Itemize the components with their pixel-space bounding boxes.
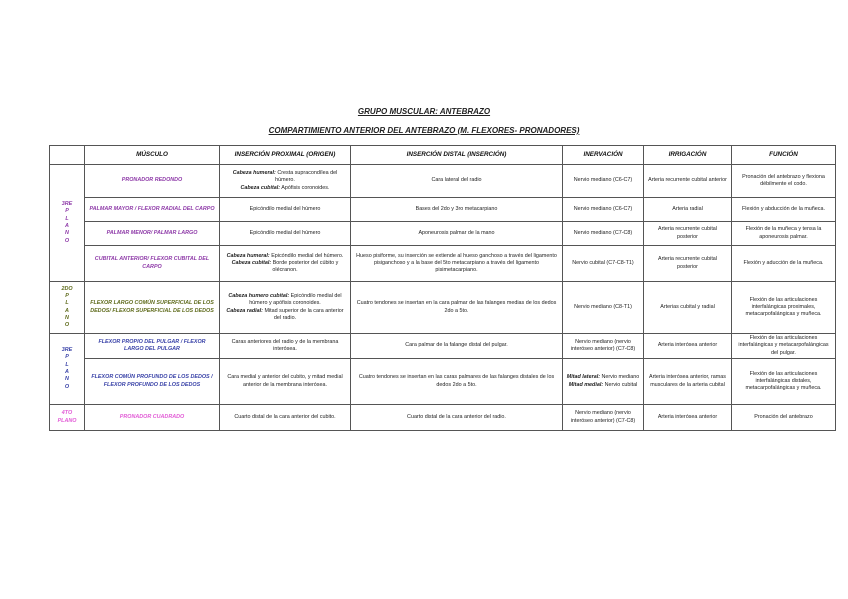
distal-cell: Aponeurosis palmar de la mano: [351, 222, 563, 246]
muscle-name: FLEXOR LARGO COMÚN SUPERFICIAL DE LOS DEDOS/ FLEXOR SUPERFICIAL DE LOS DEDOS: [85, 282, 220, 334]
muscle-name: CUBITAL ANTERIOR/ FLEXOR CUBITAL DEL CARPO: [85, 246, 220, 282]
proximal-text: Cresta supracondílea del húmero.: [275, 170, 338, 184]
plane-text: 3RE: [61, 201, 73, 208]
plane-text: P: [65, 354, 69, 361]
plane-text: 2DO: [61, 285, 73, 292]
plane-text: L: [65, 215, 69, 222]
table-header-row: [50, 146, 836, 165]
plane-text: L: [65, 300, 69, 307]
innervation-cell: Nervio mediano (C8-T1): [563, 282, 644, 334]
header-plane: [50, 146, 85, 165]
function-cell: Pronación del antebrazo: [732, 405, 836, 431]
innervation-cell: Nervio mediano (nervio interóseo anterior) (C7-C8): [563, 334, 644, 359]
innervation-label: Mitad lateral:: [566, 374, 600, 381]
function-cell: Flexión y abducción de la muñeca.: [732, 198, 836, 222]
distal-cell: Cuatro tendones se insertan en la cara palmar de las falanges medias de los dedos 2do a 5to.: [351, 282, 563, 334]
plane-text: L: [65, 361, 69, 368]
header-distal: INSERCIÓN DISTAL (INSERCIÓN): [351, 146, 563, 165]
muscle-name: PRONADOR CUADRADO: [85, 405, 220, 431]
proximal-label: Cabeza radial:: [226, 307, 263, 314]
plane-text: 3RE: [61, 347, 73, 354]
proximal-text: Borde posterior del cúbito y olécranon.: [271, 259, 339, 274]
table-row: [50, 198, 836, 222]
innervation-cell: [563, 359, 644, 405]
distal-cell: Cuatro tendones se insertan en las caras palmares de las falanges distales de los dedos 2do a 5to.: [351, 359, 563, 405]
function-cell: Flexión de las articulaciones interfalángicas distales, metacarpofalángicas y muñeca.: [732, 359, 836, 405]
plane-text: N: [65, 314, 69, 321]
muscle-name: FLEXOR COMÚN PROFUNDO DE LOS DEDOS / FLEXOR PROFUNDO DE LOS DEDOS: [85, 359, 220, 405]
plane-label-2: [50, 282, 85, 334]
plane-text: N: [65, 230, 69, 237]
header-innervation: INERVACIÓN: [563, 146, 644, 165]
plane-text: O: [64, 383, 70, 390]
table-row: [50, 359, 836, 405]
header-muscle: MÚSCULO: [85, 146, 220, 165]
irrigation-cell: Arterias cubital y radial: [644, 282, 732, 334]
table-row: [50, 222, 836, 246]
innervation-text: Nervio mediano: [599, 374, 640, 381]
plane-text: PLANO: [57, 417, 77, 424]
proximal-label: Cabeza humeral:: [232, 170, 276, 177]
irrigation-cell: Arteria radial: [644, 198, 732, 222]
distal-cell: Cara lateral del radio: [351, 165, 563, 198]
innervation-cell: Nervio mediano (C6-C7): [563, 198, 644, 222]
proximal-cell: Caras anteriores del radio y de la membrana interósea.: [220, 334, 351, 359]
function-cell: Pronación del antebrazo y flexiona débilmente el codo.: [732, 165, 836, 198]
plane-label-1: [50, 165, 85, 282]
proximal-label: Cabeza humero cubital:: [228, 292, 290, 299]
proximal-text: Apófisis coronoides.: [280, 184, 330, 191]
irrigation-cell: Arteria interósea anterior: [644, 334, 732, 359]
function-cell: Flexión y aducción de la muñeca.: [732, 246, 836, 282]
document-title: GRUPO MUSCULAR: ANTEBRAZO: [357, 107, 491, 116]
header-function: FUNCIÓN: [732, 146, 836, 165]
function-cell: Flexión de las articulaciones interfalángicas proximales, metacarpofalángicas y muñeca.: [732, 282, 836, 334]
table-row: [50, 405, 836, 431]
muscle-name: PALMAR MENOR/ PALMAR LARGO: [85, 222, 220, 246]
proximal-text: Mitad superior de la cara anterior del radio.: [262, 307, 344, 321]
innervation-cell: Nervio mediano (C7-C8): [563, 222, 644, 246]
document-subtitle: COMPARTIMIENTO ANTERIOR DEL ANTEBRAZO (M. FLEXORES- PRONADORES): [268, 126, 580, 135]
proximal-cell: [220, 165, 351, 198]
plane-text: A: [65, 369, 69, 375]
proximal-cell: Cara medial y anterior del cubito, y mitad medial anterior de la membrana interósea.: [220, 359, 351, 405]
plane-text: P: [65, 292, 69, 299]
proximal-cell: [220, 246, 351, 282]
proximal-label: Cabeza humeral:: [226, 252, 270, 259]
proximal-cell: Epicóndilo medial del húmero: [220, 198, 351, 222]
plane-text: P: [65, 208, 69, 215]
muscle-name: FLEXOR PROPIO DEL PULGAR / FLEXOR LARGO DEL PULGAR: [85, 334, 220, 359]
innervation-cell: Nervio mediano (C6-C7): [563, 165, 644, 198]
innervation-cell: Nervio cubital (C7-C8-T1): [563, 246, 644, 282]
proximal-label: Cabeza cubital:: [231, 259, 272, 266]
irrigation-cell: Arteria recurrente cubital posterior: [644, 222, 732, 246]
table-row: [50, 246, 836, 282]
proximal-text: Epicóndilo medial del húmero.: [269, 252, 344, 259]
plane-text: A: [65, 307, 69, 314]
distal-cell: Bases del 2do y 3ro metacarpiano: [351, 198, 563, 222]
proximal-label: Cabeza cubital:: [240, 184, 281, 191]
irrigation-cell: Arteria interósea anterior, ramas musculares de la arteria cubital: [644, 359, 732, 405]
function-cell: Flexión de las articulaciones interfalángicas y metacarpofalángicas del pulgar.: [732, 334, 836, 359]
plane-label-4: [50, 405, 85, 431]
table-row: [50, 334, 836, 359]
innervation-label: Mitad medial:: [568, 381, 604, 388]
muscle-table: [49, 145, 836, 431]
muscle-name: PRONADOR REDONDO: [85, 165, 220, 198]
innervation-text: Nervio cubital: [603, 381, 638, 388]
plane-text: O: [64, 237, 70, 244]
plane-text: A: [65, 223, 69, 229]
distal-cell: Hueso pisiforme, su inserción se extiende al hueso ganchoso a través del ligamento pisiganchoso y a la base del 5to metacarpiano a través del ligamento pisimetacarpiano.: [351, 246, 563, 282]
plane-text: 4TO: [61, 410, 73, 417]
irrigation-cell: Arteria interósea anterior: [644, 405, 732, 431]
header-irrigation: IRRIGACIÓN: [644, 146, 732, 165]
proximal-cell: Cuarto distal de la cara anterior del cubito.: [220, 405, 351, 431]
distal-cell: Cuarto distal de la cara anterior del radio.: [351, 405, 563, 431]
distal-cell: Cara palmar de la falange distal del pulgar.: [351, 334, 563, 359]
irrigation-cell: Arteria recurrente cubital anterior: [644, 165, 732, 198]
proximal-cell: [220, 282, 351, 334]
function-cell: Flexión de la muñeca y tensa la aponeurosis palmar.: [732, 222, 836, 246]
plane-text: N: [65, 376, 69, 383]
proximal-text: Epicóndilo medial del húmero y apófisis coronoides.: [249, 292, 342, 307]
table-row: [50, 165, 836, 198]
proximal-cell: Epicóndilo medial del húmero: [220, 222, 351, 246]
plane-label-3: [50, 334, 85, 405]
header-proximal: INSERCIÓN PROXIMAL (ORIGEN): [220, 146, 351, 165]
irrigation-cell: Arteria recurrente cubital posterior: [644, 246, 732, 282]
innervation-cell: Nervio mediano (nervio interóseo anterior) (C7-C8): [563, 405, 644, 431]
muscle-name: PALMAR MAYOR / FLEXOR RADIAL DEL CARPO: [85, 198, 220, 222]
table-row: [50, 282, 836, 334]
plane-text: O: [64, 322, 70, 329]
